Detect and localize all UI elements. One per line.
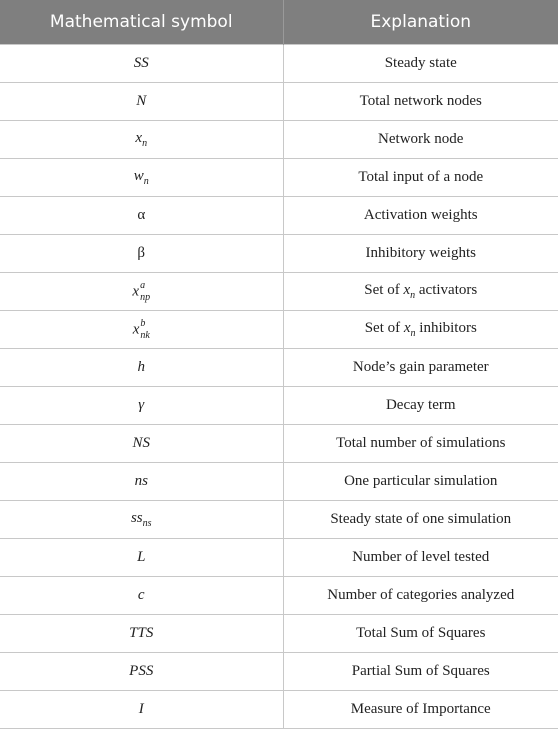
symbol-cell: SS (0, 45, 283, 83)
explanation-cell: Number of categories analyzed (283, 577, 558, 615)
explanation-cell: Activation weights (283, 197, 558, 235)
explanation-variable-subscript: n (410, 290, 416, 301)
table-header-row (0, 0, 558, 45)
symbol-base: w (133, 168, 144, 184)
symbol-cell: I (0, 691, 283, 729)
symbol-subscript: n (143, 176, 149, 187)
table-row (0, 691, 558, 729)
symbol-cell: NS (0, 425, 283, 463)
explanation-cell: Network node (283, 121, 558, 159)
symbol-cell: N (0, 83, 283, 121)
symbol-cell: PSS (0, 653, 283, 691)
explanation-cell (283, 311, 558, 349)
header-explanation: Explanation (283, 0, 558, 45)
explanation-variable: x (403, 282, 411, 298)
symbol-superscript: a (140, 279, 146, 291)
symbol-cell: L (0, 539, 283, 577)
table-row (0, 235, 558, 273)
explanation-suffix: activators (415, 282, 478, 298)
header-mathematical-symbol: Mathematical symbol (0, 0, 283, 45)
symbol-cell (0, 311, 283, 349)
explanation-variable-subscript: n (410, 328, 416, 339)
symbol-base: x (132, 282, 140, 299)
explanation-cell: Total input of a node (283, 159, 558, 197)
table-row (0, 615, 558, 653)
symbol-cell: c (0, 577, 283, 615)
symbol-scripts (140, 319, 149, 341)
explanation-cell: Node’s gain parameter (283, 349, 558, 387)
explanation-cell: Number of level tested (283, 539, 558, 577)
symbol-cell: α (0, 197, 283, 235)
table-row (0, 159, 558, 197)
symbol-cell: γ (0, 387, 283, 425)
symbol-base: ss (130, 510, 143, 526)
explanation-cell: Partial Sum of Squares (283, 653, 558, 691)
explanation-prefix: Set of (364, 282, 404, 298)
table-row (0, 577, 558, 615)
symbol-cell (0, 273, 283, 311)
symbol-base: x (132, 320, 140, 337)
explanation-cell: Total number of simulations (283, 425, 558, 463)
table-row (0, 273, 558, 311)
symbol-cell: ns (0, 463, 283, 501)
table-row (0, 349, 558, 387)
symbol-base: x (135, 130, 143, 146)
table-row (0, 83, 558, 121)
explanation-cell: Inhibitory weights (283, 235, 558, 273)
explanation-cell: Decay term (283, 387, 558, 425)
explanation-cell (283, 273, 558, 311)
table-row (0, 425, 558, 463)
table-row (0, 121, 558, 159)
symbol-subscript: np (140, 291, 151, 303)
explanation-cell: Measure of Importance (283, 691, 558, 729)
symbol-superscript: b (140, 317, 146, 329)
table-row (0, 463, 558, 501)
table-row (0, 653, 558, 691)
table-row (0, 501, 558, 539)
symbol-cell (0, 121, 283, 159)
symbol-subscript: n (142, 138, 148, 149)
explanation-suffix: inhibitors (415, 320, 477, 336)
symbol-cell (0, 501, 283, 539)
symbol-subscript: nk (140, 329, 150, 341)
symbol-subscript: ns (142, 518, 152, 529)
explanation-cell: Total network nodes (283, 83, 558, 121)
table-row (0, 539, 558, 577)
table-row (0, 311, 558, 349)
table-row (0, 45, 558, 83)
explanation-prefix: Set of (364, 320, 404, 336)
explanation-variable: x (403, 320, 411, 336)
symbol-cell: h (0, 349, 283, 387)
symbol-cell: β (0, 235, 283, 273)
symbol-cell: TTS (0, 615, 283, 653)
explanation-cell: Total Sum of Squares (283, 615, 558, 653)
explanation-cell: Steady state of one simulation (283, 501, 558, 539)
explanation-cell: Steady state (283, 45, 558, 83)
table-row (0, 387, 558, 425)
symbol-scripts (140, 281, 150, 303)
table-row (0, 197, 558, 235)
symbol-cell (0, 159, 283, 197)
explanation-cell: One particular simulation (283, 463, 558, 501)
